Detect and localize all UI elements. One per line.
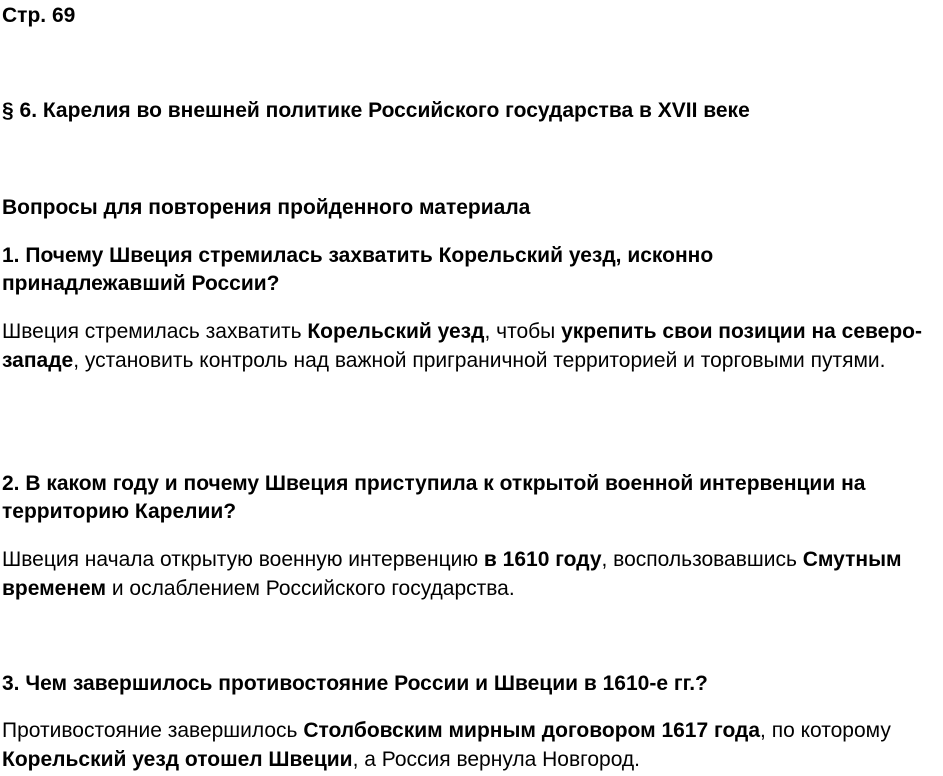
answer-emphasis: Корельский уезд [307, 320, 485, 343]
answer-text: , по которому [760, 719, 891, 742]
answer-emphasis: в 1610 году [483, 548, 602, 571]
question-3: 3. Чем завершилось противостояние России и Швеции в 1610-е гг.? [2, 672, 708, 695]
question-1: 1. Почему Швеция стремилась захватить Корельский уезд, исконно принадлежавший России? [2, 244, 714, 295]
answer-emphasis: Смутным временем [2, 548, 902, 600]
answer-text: , чтобы [484, 320, 562, 343]
answer-1 [2, 317, 942, 375]
answer-text: , установить контроль над важной приграничной территорией и торговыми путями. [73, 349, 886, 372]
answer-text: Швеция начала открытую военную интервенцию [2, 548, 484, 571]
question-2: 2. В каком году и почему Швеция приступила к открытой военной интервенции на территорию Карелии? [2, 472, 866, 523]
answer-2 [2, 545, 942, 603]
answer-emphasis: Столбовским мирным договором 1617 года [303, 719, 761, 742]
section-title: § 6. Карелия во внешней политике Российского государства в XVII веке [2, 99, 750, 122]
answer-emphasis: Корельский уезд отошел Швеции [2, 748, 353, 771]
answer-text: Противостояние завершилось [2, 719, 304, 742]
answer-text: , воспользовавшись [601, 548, 803, 571]
answer-3 [2, 716, 942, 774]
answer-text: , а Россия вернула Новгород. [352, 748, 641, 771]
answer-emphasis: укрепить свои позиции на северо-западе [2, 320, 922, 372]
page-number: Стр. 69 [2, 4, 76, 27]
answer-text: и ослаблением Российского государства. [105, 577, 515, 600]
review-questions-heading: Вопросы для повторения пройденного материала [2, 196, 531, 219]
answer-text: Швеция стремилась захватить [2, 320, 308, 343]
